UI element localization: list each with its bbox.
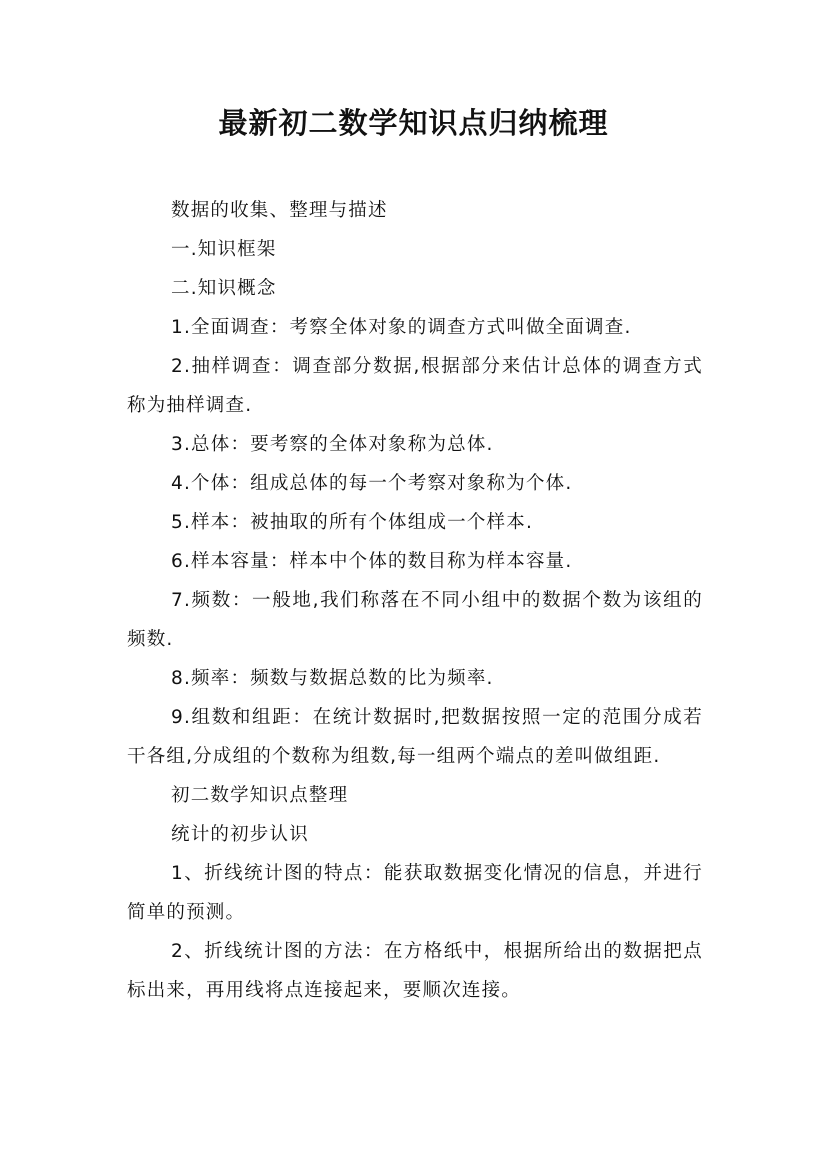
section-heading: 数据的收集、整理与描述 — [171, 200, 388, 221]
paragraph: 7.频数：一般地,我们称落在不同小组中的数据个数为该组的频数. — [127, 590, 703, 650]
subheading: 统计的初步认识 — [171, 824, 309, 845]
paragraph: 2.抽样调查：调查部分数据,根据部分来估计总体的调查方式称为抽样调查. — [127, 356, 703, 416]
paragraph: 1.全面调查：考察全体对象的调查方式叫做全面调查. — [171, 317, 632, 338]
section-heading: 初二数学知识点整理 — [171, 785, 349, 806]
document-body — [127, 191, 703, 1010]
paragraph: 8.频率：频数与数据总数的比为频率. — [171, 668, 494, 689]
paragraph: 2、折线统计图的方法：在方格纸中，根据所给出的数据把点标出来，再用线将点连接起来，要顺次连接。 — [127, 941, 703, 1001]
paragraph: 5.样本：被抽取的所有个体组成一个样本. — [171, 512, 534, 533]
subheading: 二.知识概念 — [171, 278, 277, 299]
paragraph: 1、折线统计图的特点：能获取数据变化情况的信息，并进行简单的预测。 — [127, 863, 703, 923]
paragraph: 9.组数和组距：在统计数据时,把数据按照一定的范围分成若干各组,分成组的个数称为组数,每一组两个端点的差叫做组距. — [127, 707, 703, 767]
document-title: 最新初二数学知识点归纳梳理 — [218, 106, 609, 140]
paragraph: 3.总体：要考察的全体对象称为总体. — [171, 434, 494, 455]
subheading: 一.知识框架 — [171, 239, 277, 260]
paragraph: 6.样本容量：样本中个体的数目称为样本容量. — [171, 551, 573, 572]
paragraph: 4.个体：组成总体的每一个考察对象称为个体. — [171, 473, 573, 494]
